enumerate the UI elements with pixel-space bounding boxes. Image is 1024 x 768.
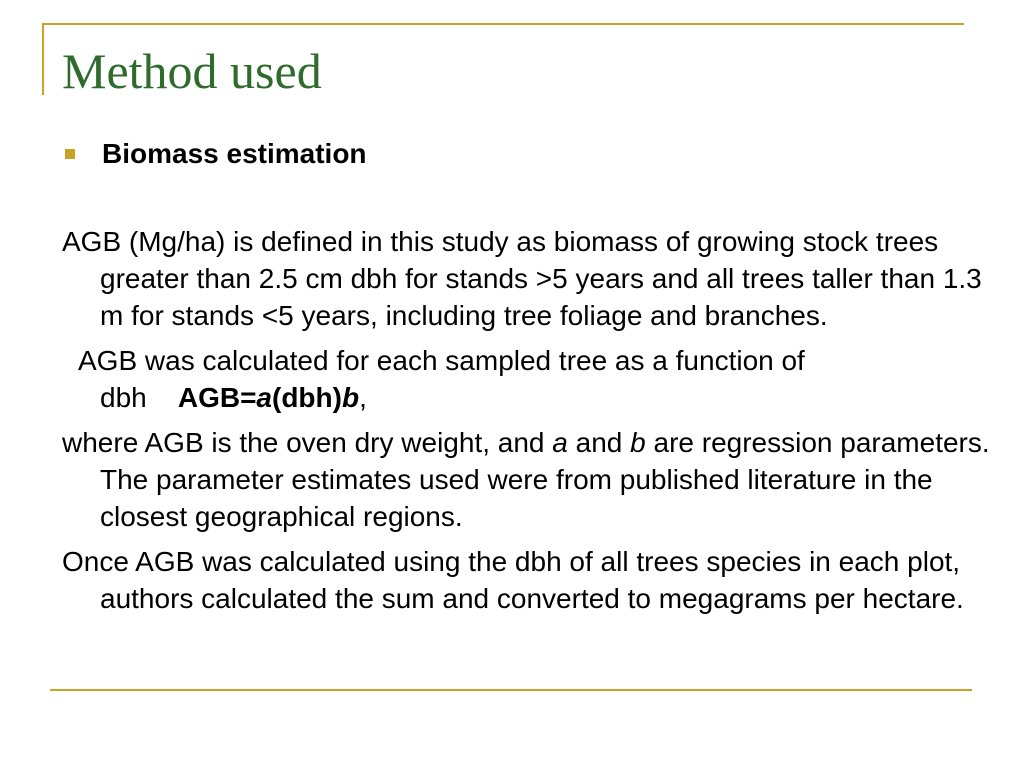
regression-part2: and (567, 427, 631, 458)
paragraph-regression (62, 424, 1010, 535)
paragraph-summation: Once AGB was calculated using the dbh of all trees species in each plot, authors calculated the sum and converted to megagrams per hectare. (62, 546, 964, 614)
formula-var-a: a (256, 382, 272, 413)
regression-var-a: a (552, 427, 568, 458)
slide-body (62, 135, 1010, 625)
formula-mid: (dbh) (272, 382, 342, 413)
bullet-heading: Biomass estimation (102, 138, 367, 169)
bottom-divider (50, 689, 972, 691)
slide-title: Method used (62, 43, 322, 99)
agb-formula (178, 382, 359, 413)
square-bullet-icon (65, 149, 75, 159)
top-divider (42, 23, 964, 25)
calculation-intro: AGB was calculated for each sampled tree as a function of dbh (78, 345, 805, 413)
bullet-item (62, 135, 1010, 172)
left-divider (42, 23, 44, 95)
paragraph-agb-definition: AGB (Mg/ha) is defined in this study as biomass of growing stock trees greater than 2.5 cm dbh for stands >5 years and all trees taller than 1.3 m for stands <5 years, including tree foliage and branches. (62, 226, 982, 331)
paragraph-agb-calculation (62, 342, 1010, 416)
regression-part3: are regression parameters. The parameter estimates used were from published literature in the closest geographical regions. (100, 427, 990, 532)
formula-prefix: AGB= (177, 382, 257, 413)
formula-trail: , (359, 382, 367, 413)
regression-var-b: b (630, 427, 646, 458)
regression-part1: where AGB is the oven dry weight, and (62, 427, 553, 458)
formula-var-b: b (341, 382, 360, 413)
